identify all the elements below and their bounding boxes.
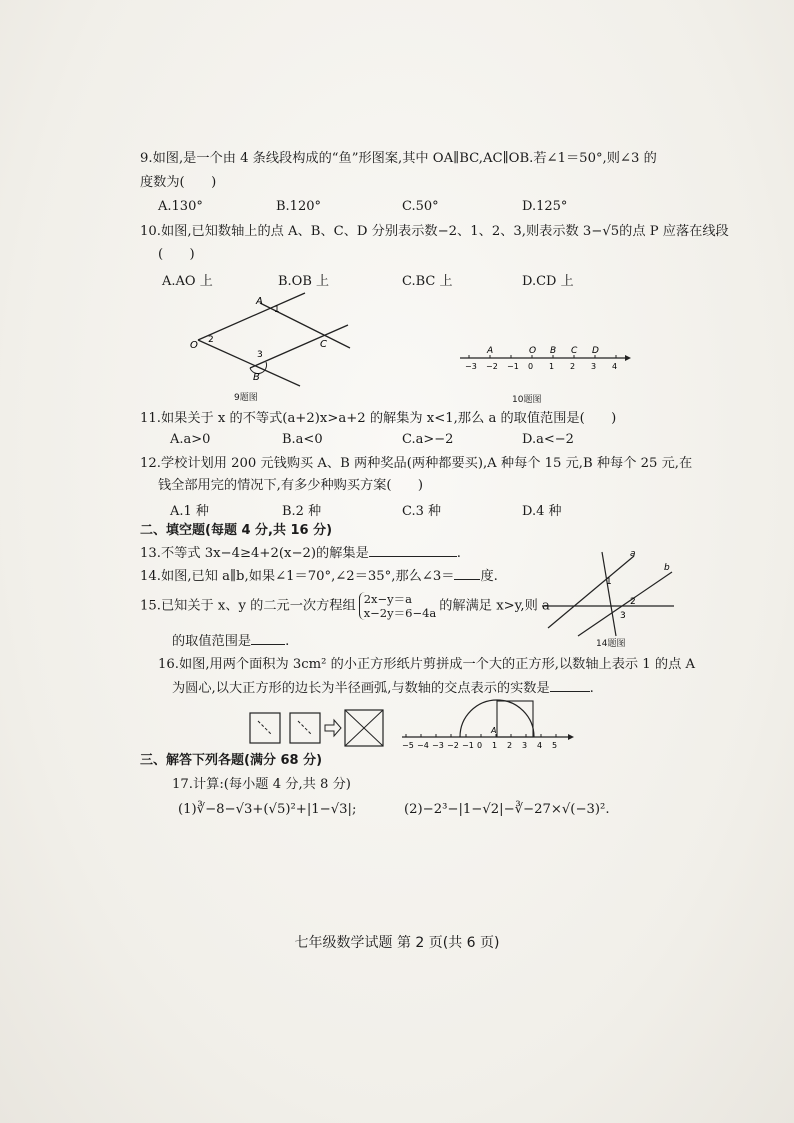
q12-stem-2: 钱全部用完的情况下,有多少种购买方案( ) [158,478,424,493]
q10-stem: 10.如图,已知数轴上的点 A、B、C、D 分别表示数−2、1、2、3,则表示数 3−√5的点 P 应落在线段 [140,224,729,239]
q16-end: . [589,681,594,696]
q16-tick-label: 4 [537,741,543,750]
q16-squares-figure [248,708,388,748]
q11-option-b: B.a<0 [282,432,323,447]
q9-stem: 9.如图,是一个由 4 条线段构成的“鱼”形图案,其中 OA∥BC,AC∥OB.若∠1＝50°,则∠3 的 [140,151,657,166]
q17-title: 17.计算:(每小题 4 分,共 8 分) [172,777,351,792]
q10-option-d: D.CD 上 [522,274,574,289]
q9-option-a: A.130° [158,199,203,214]
q15-pre: 15.已知关于 x、y 的二元一次方程组 [140,598,356,614]
q16-tick-label: −4 [417,741,429,750]
q9-option-d: D.125° [522,199,568,214]
q9-label-2: 2 [208,335,214,345]
q10-figure-caption: 10题图 [512,395,542,405]
q14-label-2: 2 [630,597,636,607]
q10-option-b: B.OB 上 [278,274,330,289]
q11-option-a: A.a>0 [170,432,211,447]
q10-tick-label: −1 [507,362,519,371]
q16-tick-label: 0 [477,741,483,750]
q17-part-1: (1)∛−8−√3+(√5)²+|1−√3|; [178,802,357,817]
q13-text: 13.不等式 3x−4≥4+2(x−2)的解集是 [140,546,369,561]
q9-label-C: C [320,339,327,350]
q9-label-B: B [253,372,260,383]
q10-tick-label: 0 [528,362,534,371]
q14-label-a: a [630,549,636,559]
q16-tick-label: 3 [522,741,528,750]
q13-answer-blank[interactable] [369,544,457,557]
q16-number-line [398,693,576,753]
q10-point-D: D [592,346,599,356]
q16-label-A: A [491,726,497,735]
q10-point-A: A [487,346,494,356]
q10-point-C: C [571,346,578,356]
q16-tick-label: 1 [492,741,498,750]
q9-label-O: O [190,340,198,351]
q10-tick-label: 1 [549,362,555,371]
q14-figure-caption: 14题图 [596,639,626,649]
q12-option-a: A.1 种 [170,504,209,519]
page-footer: 七年级数学试题 第 2 页(共 6 页) [294,935,500,951]
q13-end: . [456,546,461,561]
q9-label-3: 3 [257,350,263,360]
q10-stem-2: ( ) [158,247,195,262]
q15-equation-system [359,592,437,620]
q10-point-B: B [550,346,557,356]
q9-label-1: 1 [274,305,280,315]
q11-option-d: D.a<−2 [522,432,574,447]
q10-tick-label: 4 [612,362,618,371]
q16-tick-label: −1 [462,741,474,750]
q14-label-3: 3 [620,611,626,621]
q10-option-a: A.AO 上 [162,274,213,289]
q14-end: 度. [480,569,498,584]
q16-text: 16.如图,用两个面积为 3cm² 的小正方形纸片剪拼成一个大的正方形,以数轴上表示 1 的点 A [158,657,695,672]
q14-figure [538,548,674,648]
q11-stem: 11.如果关于 x 的不等式(a+2)x>a+2 的解集为 x<1,那么 a 的取值范围是( ) [140,411,617,426]
section-3-heading: 三、解答下列各题(满分 68 分) [140,753,323,768]
q14-line [140,567,498,586]
q10-option-c: C.BC 上 [402,274,453,289]
q10-point-O: O [529,346,537,356]
q15-post: 的解满足 x>y,则 a [439,598,550,614]
q10-tick-label: −3 [465,362,477,371]
q9-fish-figure [190,290,360,410]
section-2-heading: 二、填空题(每题 4 分,共 16 分) [140,523,333,538]
q16-tick-label: 5 [552,741,558,750]
q10-tick-label: 3 [591,362,597,371]
q16-answer-blank[interactable] [550,679,590,692]
q10-tick-label: −2 [486,362,498,371]
q10-tick-label: 2 [570,362,576,371]
q14-text: 14.如图,已知 a∥b,如果∠1＝70°,∠2＝35°,那么∠3＝ [140,569,455,584]
q16-tick-label: 2 [507,741,513,750]
q11-option-c: C.a>−2 [402,432,454,447]
q15-end: . [285,634,290,649]
q13-line [140,544,461,563]
q12-option-c: C.3 种 [402,504,442,519]
q16-tick-label: −2 [447,741,459,750]
q15-eq2: x−2y＝6−4a [363,606,437,620]
q9-option-c: C.50° [402,199,439,214]
q10-number-line [455,343,635,383]
q12-option-d: D.4 种 [522,504,562,519]
q9-label-A: A [256,296,263,307]
q16-tick-label: −3 [432,741,444,750]
q9-figure-caption: 9题图 [234,393,258,403]
q14-label-1: 1 [606,577,612,587]
q17-part-2: (2)−2³−|1−√2|−∛−27×√(−3)². [404,802,610,817]
q15-line-2 [172,632,289,651]
q15-eq1: 2x−y＝a [363,592,412,606]
q9-stem-2: 度数为( ) [140,175,217,190]
q15-line [140,592,550,620]
q9-option-b: B.120° [276,199,321,214]
q12-option-b: B.2 种 [282,504,322,519]
q15-answer-blank[interactable] [251,632,285,645]
q14-label-b: b [664,563,670,573]
q12-stem: 12.学校计划用 200 元钱购买 A、B 两种奖品(两种都要买),A 种每个 15 元,B 种每个 25 元,在 [140,456,693,471]
q14-answer-blank[interactable] [454,567,480,580]
q15-line2-text: 的取值范围是 [172,634,252,649]
q16-tick-label: −5 [402,741,414,750]
q16-text-2: 为圆心,以大正方形的边长为半径画弧,与数轴的交点表示的实数是 [172,681,550,696]
